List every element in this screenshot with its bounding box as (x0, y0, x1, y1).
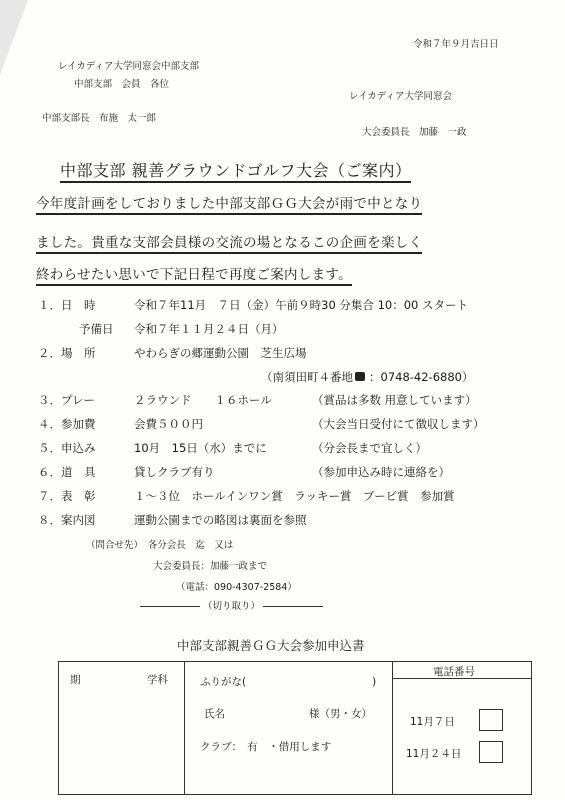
form-furigana-field[interactable]: ふりがな( ) (200, 676, 377, 688)
form-title: 中部支部親善ＧＧ大会参加申込書 (177, 638, 365, 653)
item-5-note: （分会長まで宜しく） (312, 441, 427, 455)
item-4-note: （大会当日受付にて徴収します） (312, 417, 485, 431)
contact-line-1: （問合せ先） 各分会長 迄 又は (86, 540, 234, 551)
item-2-value: やわらぎの郷運動公園 芝生広場 (134, 346, 307, 360)
contact-line-3: （電話：090-4307-2584） (176, 582, 297, 593)
form-phone-label: 電話番号 (433, 666, 475, 678)
sender-org: レイカディア大学同窓会 (349, 91, 452, 102)
item-7-value: １～３位 ホールインワン賞 ラッキー賞 ブービ賞 参加賞 (134, 489, 455, 503)
form-name-label: 氏名 (204, 708, 225, 720)
form-term-label: 期 (70, 674, 81, 686)
item-2-address: （南須田町４番地 ：0748-42-6880） (261, 370, 474, 384)
item-2-label: ２．場 所 (38, 346, 96, 360)
item-6-note: （参加申込み時に連絡を） (312, 465, 450, 479)
item-1-sub-value: 令和７年１１月２４日（月） (134, 322, 284, 336)
item-8-label: ８．案内図 (38, 513, 96, 527)
item-7-label: ７．表 彰 (38, 489, 96, 503)
phone-icon (355, 372, 365, 381)
recipient-org: レイカディア大学同窓会中部支部 (58, 61, 199, 72)
item-3-value: ２ラウンド １６ホール (134, 393, 272, 407)
item-3-label: ３．プレー (38, 393, 96, 407)
issue-date: 令和７年９月吉日日 (413, 39, 499, 50)
item-6-value: 貸しクラブ有り (134, 465, 215, 479)
committee-chair: 大会委員長 加藤 一政 (362, 127, 467, 138)
cut-dash-left (140, 606, 200, 607)
cut-line: （切り取り） (140, 598, 323, 612)
recipient-members: 中部支部 会員 各位 (74, 79, 170, 90)
item-5-label: ５．申込み (38, 441, 96, 455)
date-2-checkbox[interactable] (479, 741, 503, 763)
intro-line-2: ました。貴重な支部会員様の交流の場となるこの企画を楽しく (36, 231, 422, 251)
contact-line-2: 大会委員長：加藤一政まで (153, 561, 268, 572)
cut-dash-right (263, 606, 323, 607)
form-date-1-label: 11月７日 (410, 716, 455, 728)
item-8-value: 運動公園までの略図は裏面を参照 (134, 513, 307, 527)
item-6-label: ６．道 具 (38, 465, 96, 479)
item-3-note: （賞品は多数 用意しています） (312, 393, 477, 407)
intro-line-3: 終わらせたい思いで下記日程で再度ご案内します。 (36, 263, 352, 283)
form-name-suffix: 様（男・女） (309, 708, 372, 720)
date-1-checkbox[interactable] (479, 709, 503, 731)
item-1-sub-label: 予備日 (79, 322, 114, 336)
form-department-label: 学科 (147, 674, 168, 686)
page-title: 中部支部 親善グラウンドゴルフ大会（ご案内） (60, 158, 411, 181)
item-4-value: 会費５００円 (134, 417, 203, 431)
intro-line-1: 今年度計画をしておりました中部支部ＧＧ大会が雨で中となり (36, 192, 422, 212)
item-1-label: １．日 時 (38, 298, 96, 312)
item-4-label: ４．参加費 (38, 417, 96, 431)
item-5-value: 10月 15日（水）までに (134, 441, 267, 455)
branch-head: 中部支部長 布施 太一郎 (42, 113, 157, 124)
form-club-field[interactable]: クラブ： 有 ・借用します (200, 741, 332, 753)
form-divider-1 (184, 661, 185, 794)
item-1-value: 令和７年11月 ７日（金）午前９時30 分集合 10：00 スタート (134, 298, 468, 312)
folded-corner (0, 0, 28, 75)
form-date-2-label: 11月２４日 (406, 748, 462, 760)
form-divider-2 (392, 661, 393, 794)
